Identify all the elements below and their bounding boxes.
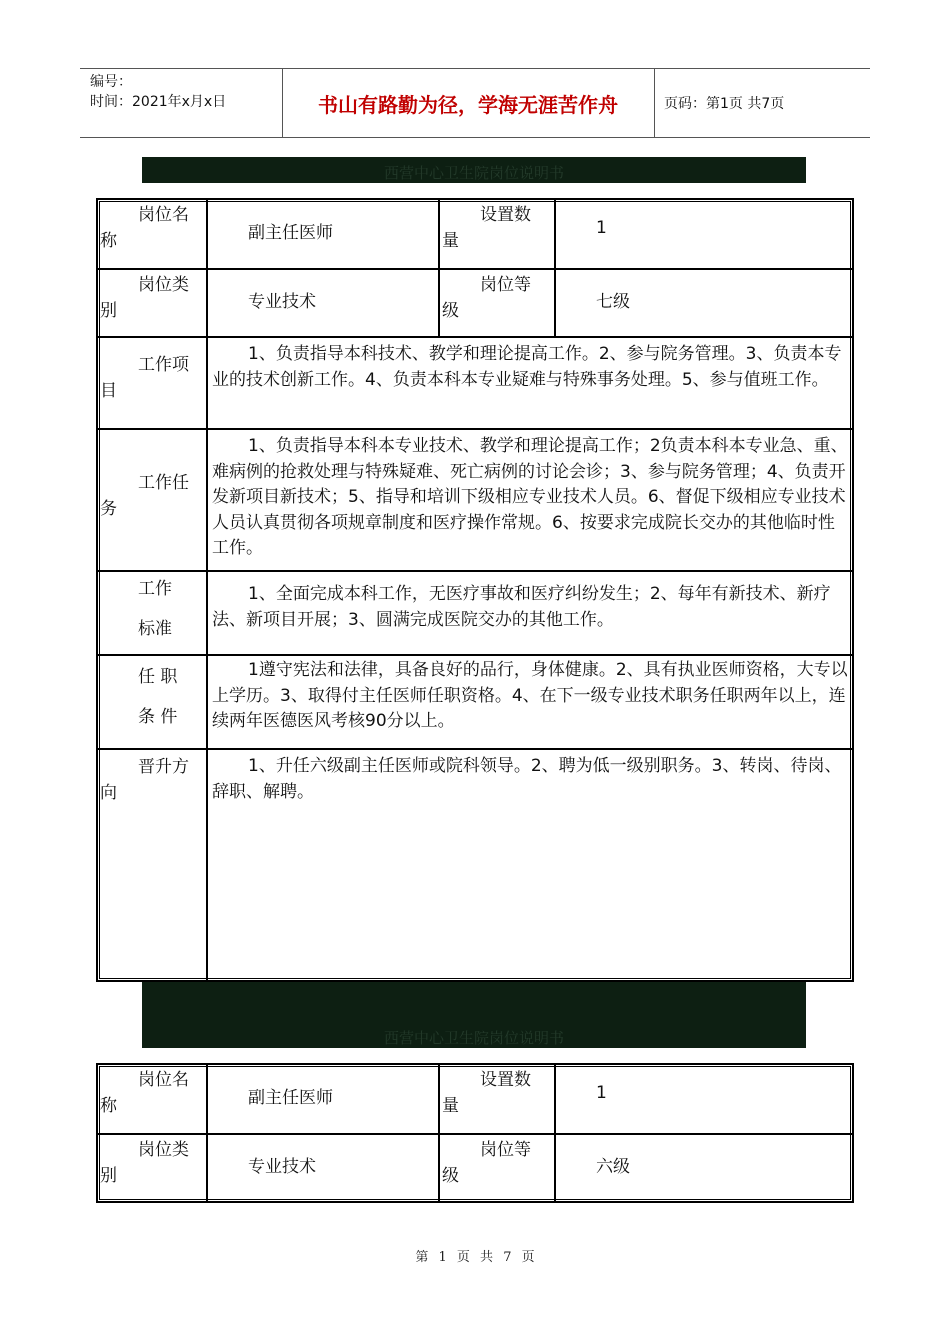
work-items-text: 1、负责指导本科技术、教学和理论提高工作。2、参与院务管理。3、负责本专业的技术创新工作。4、负责本科本专业疑难与特殊事务处理。5、参与值班工作。 [212,344,842,390]
work-items-cell [206,338,852,428]
table-row [98,270,852,338]
headcount-value: 1 [596,1083,607,1103]
position-category-value: 专业技术 [248,1157,316,1177]
table-row [98,430,852,572]
position-category-cell [206,1135,438,1201]
table-row [98,750,852,980]
row-label: 设置数 量 [438,1065,554,1133]
qualifications-text: 1遵守宪法和法律，具备良好的品行，身体健康。2、具有执业医师资格，大专以上学历。3、取得付主任医师任职资格。4、在下一级专业技术职务任职两年以上，连续两年医德医风考核90分以上。 [212,660,848,731]
qualifications-cell [206,656,852,748]
row-label: 岗位名 称 [100,205,189,251]
table-row [98,656,852,750]
header-page-code: 页码：第1页 共7页 [664,96,785,112]
header-divider [654,69,655,137]
document-number-label: 编号： [90,74,132,90]
position-grade-cell [554,1135,852,1201]
work-standard-cell [206,572,852,654]
document-date: 时间：2021年x月x日 [90,94,227,110]
row-label: 工作项 目 [100,355,189,401]
title-bar [142,982,806,1048]
position-category-value: 专业技术 [248,292,316,312]
job-description-table [96,198,854,982]
headcount-cell [554,1065,852,1133]
table-row [98,338,852,430]
table-row [98,200,852,270]
table-row [98,1065,852,1135]
table-row [98,1135,852,1201]
table-row [98,572,852,656]
position-name-value: 副主任医师 [248,223,333,243]
row-label: 工作 标准 [138,579,172,639]
row-label: 岗位等 级 [438,270,554,336]
position-category-cell [206,270,438,336]
row-label: 工作任 务 [100,473,189,519]
headcount-cell [554,200,852,268]
position-name-cell [206,1065,438,1133]
page-footer: 第 1 页 共 7 页 [415,1250,535,1265]
row-label: 设置数 量 [438,200,554,268]
page-header [80,68,870,138]
position-grade-value: 六级 [596,1157,630,1177]
row-label: 晋升方 向 [100,757,189,803]
row-label: 岗位类 别 [100,1140,189,1186]
row-label: 岗位名 称 [100,1070,189,1116]
row-label: 任 职 条 件 [138,667,178,727]
document-title: 西营中心卫生院岗位说明书 [383,1029,564,1047]
row-label: 岗位类 别 [100,275,189,321]
headcount-value: 1 [596,218,607,238]
work-tasks-cell [206,430,852,570]
title-bar [142,157,806,183]
position-name-cell [206,200,438,268]
work-tasks-text: 1、负责指导本科本专业技术、教学和理论提高工作；2负责本科本专业急、重、难病例的抢救处理与特殊疑难、死亡病例的讨论会诊；3、参与院务管理；4、负责开发新项目新技术；5、指导和培训下级相应专业技术人员。6、督促下级相应专业技术人员认真贯彻各项规章制度和医疗操作常规。6、按要求完成院长交办的其他临时性工作。 [212,436,848,558]
document-title: 西营中心卫生院岗位说明书 [383,164,564,182]
position-grade-cell [554,270,852,336]
position-grade-value: 七级 [596,292,630,312]
promotion-cell [206,750,852,980]
work-standard-text: 1、全面完成本科工作，无医疗事故和医疗纠纷发生；2、每年有新技术、新疗法、新项目开展；3、圆满完成医院交办的其他工作。 [212,584,831,630]
job-description-table [96,1063,854,1203]
promotion-text: 1、升任六级副主任医师或院科领导。2、聘为低一级别职务。3、转岗、待岗、辞职、解聘。 [212,756,842,802]
header-motto: 书山有路勤为径，学海无涯苦作舟 [318,92,618,117]
position-name-value: 副主任医师 [248,1088,333,1108]
row-label: 岗位等 级 [438,1135,554,1201]
header-meta [90,72,226,112]
